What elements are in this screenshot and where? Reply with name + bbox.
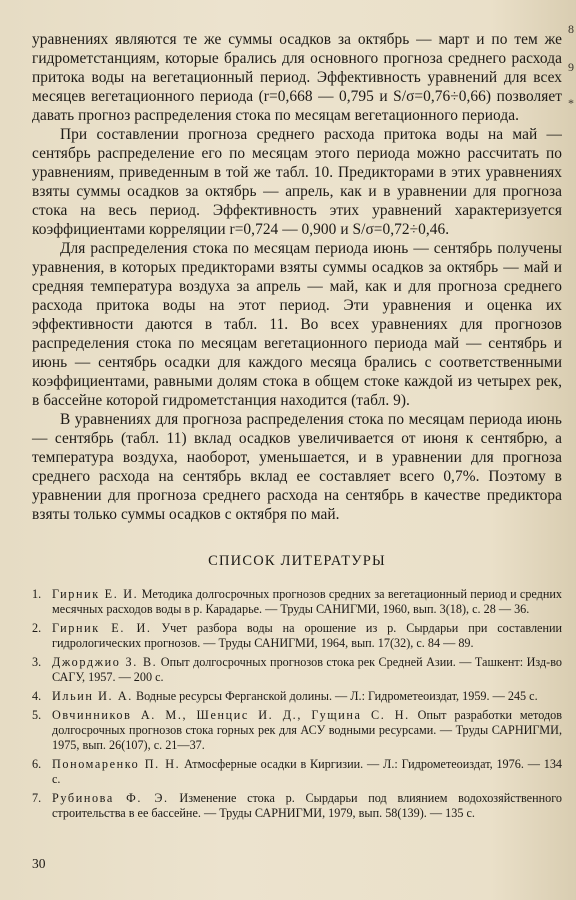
reference-item: 3. Джорджио З. В. Опыт долгосрочных прогнозов стока рек Средней Азии. — Ташкент: Изд-во САГУ, 1957. — 200 с.	[32, 655, 562, 685]
page-content	[32, 30, 562, 825]
paragraph-1: уравнениях являются те же суммы осадков за октябрь — март и по тем же гидрометстанциям, которые брались для основного прогноза среднего расхода притока воды на вегетационный период. Эффективность уравнений для всех месяцев вегетационного периода (r=0,668 — 0,795 и S/σ=0,76÷0,66) позволяет давать прогноз распределения стока по месяцам вегетационного периода.	[32, 31, 562, 124]
margin-mark: 8	[568, 22, 574, 36]
references-heading: СПИСОК ЛИТЕРАТУРЫ	[208, 553, 386, 569]
paragraph-4: В уравнениях для прогноза распределения стока по месяцам периода июнь — сентябрь (табл. 11) вклад осадков увеличивается от июня к сентябрю, а температура воздуха, наоборот, уменьшается, и в уравнении для прогноза среднего расхода на сентябрь вклад ее составляет всего 0,7%. Поэтому в уравнении для прогноза среднего расхода на сентябрь в качестве предиктора взяты только суммы осадков с октября по май.	[32, 411, 562, 523]
reference-item: 6. Пономаренко П. Н. Атмосферные осадки в Киргизии. — Л.: Гидрометеоиздат, 1976. — 134 с.	[32, 757, 563, 787]
reference-item: 2. Гирник Е. И. Учет разбора воды на орошение из р. Сырдарьи при составлении гидрологических прогнозов. — Труды САНИГМИ, 1964, вып. 17(32), с. 84 — 89.	[32, 621, 563, 651]
references-list	[32, 587, 562, 821]
page-number: 30	[32, 856, 46, 871]
reference-item: 7. Рубинова Ф. Э. Изменение стока р. Сырдарьи под влиянием водохозяйственного строительства в ее бассейне. — Труды САРНИГМИ, 1979, вып. 58(139). — 135 с.	[32, 791, 562, 821]
margin-mark: 9	[568, 60, 574, 74]
reference-item: 4. Ильин И. А. Водные ресурсы Ферганской долины. — Л.: Гидрометеоиздат, 1959. — 245 с.	[32, 689, 538, 703]
margin-mark: *	[568, 96, 574, 110]
paragraph-2: При составлении прогноза среднего расхода притока воды на май — сентябрь распределение его по месяцам этого периода можно рассчитать по уравнениям, приведенным в той же табл. 10. Предикторами в этих уравнениях взяты суммы осадков за октябрь — апрель, как и в уравнении для прогноза стока на весь период. Эффективность этих уравнений характеризуется коэффициентами корреляции r=0,724 — 0,900 и S/σ=0,72÷0,46.	[32, 126, 562, 238]
paragraph-3: Для распределения стока по месяцам периода июнь — сентябрь получены уравнения, в которых предикторами взяты суммы осадков за октябрь — май и средняя температура воздуха за апрель — май, как и для прогноза среднего расхода притока воды на этот период. Эти уравнения и оценка их эффективности даются в табл. 11. Во всех уравнениях для прогнозов распределения стока по месяцам вегетационного периода май — сентябрь и июнь — сентябрь осадки для каждого месяца брались с соответственными коэффициентами, равными долям стока в общем стоке каждой из четырех рек, в бассейне которой гидрометстанция находится (табл. 9).	[32, 240, 562, 409]
reference-item: 5. Овчинников А. М., Шенцис И. Д., Гущина С. Н. Опыт разработки методов долгосрочных прогнозов стока горных рек для АСУ водными ресурсами. — Труды САРНИГМИ, 1975, вып. 26(107), с. 21—37.	[32, 707, 562, 753]
body-text	[32, 30, 562, 524]
reference-item: 1. Гирник Е. И. Методика долгосрочных прогнозов средних за вегетационный период и средних месячных расходов воды в р. Карадарье. — Труды САНИГМИ, 1960, вып. 3(18), с. 28 — 36.	[32, 587, 563, 617]
